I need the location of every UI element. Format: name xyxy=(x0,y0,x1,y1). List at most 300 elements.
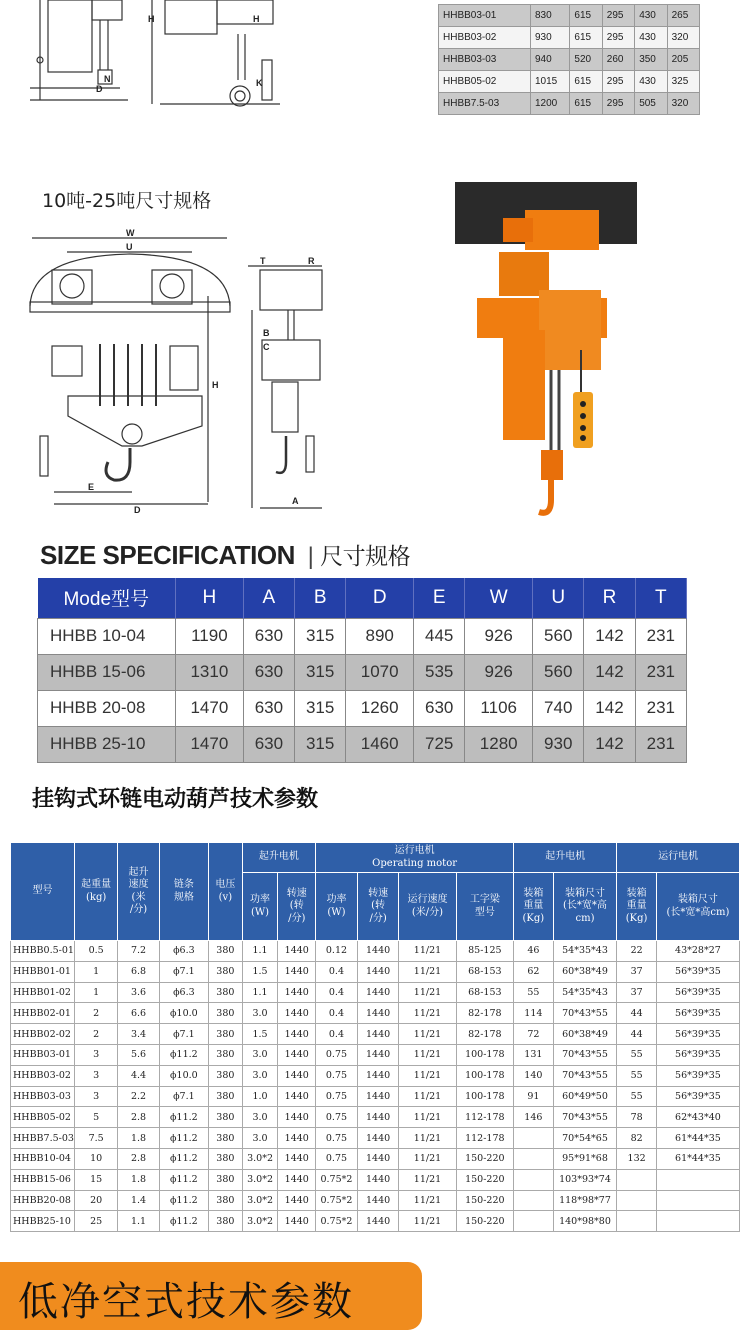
value-cell: 142 xyxy=(584,618,635,654)
value-cell: 85-125 xyxy=(456,941,514,962)
value-cell: 6.6 xyxy=(118,1003,159,1024)
value-cell: 0.75 xyxy=(316,1086,358,1107)
value-cell: 1440 xyxy=(278,1169,316,1190)
model-cell: HHBB03-01 xyxy=(11,1044,75,1065)
dim-d-label: D xyxy=(96,84,103,94)
value-cell: 70*43*55 xyxy=(553,1044,617,1065)
value-cell: 5.6 xyxy=(118,1044,159,1065)
value-cell: 615 xyxy=(570,93,602,115)
value-cell: 1440 xyxy=(278,1003,316,1024)
value-cell: 3 xyxy=(74,1086,117,1107)
value-cell: 295 xyxy=(602,27,634,49)
table-row xyxy=(11,1128,740,1149)
value-cell: 1440 xyxy=(278,941,316,962)
value-cell: 380 xyxy=(209,1169,243,1190)
th-capacity: 起重量 (kg) xyxy=(74,843,117,941)
table-row xyxy=(11,1169,740,1190)
value-cell: 380 xyxy=(209,941,243,962)
top-drawing xyxy=(0,0,300,112)
column-header: E xyxy=(414,578,465,618)
model-cell: HHBB01-01 xyxy=(11,961,75,982)
value-cell: 56*39*35 xyxy=(656,961,739,982)
value-cell: 1440 xyxy=(278,1211,316,1232)
value-cell: 930 xyxy=(533,726,584,762)
value-cell: 231 xyxy=(635,654,686,690)
value-cell: 140*98*80 xyxy=(553,1211,617,1232)
value-cell: 61*44*35 xyxy=(656,1148,739,1169)
value-cell: 1440 xyxy=(357,1190,399,1211)
model-cell: HHBB01-02 xyxy=(11,982,75,1003)
value-cell: 11/21 xyxy=(399,941,456,962)
value-cell: 11/21 xyxy=(399,1044,456,1065)
value-cell: 430 xyxy=(635,27,667,49)
value-cell: 295 xyxy=(602,93,634,115)
value-cell: 260 xyxy=(602,49,634,71)
value-cell xyxy=(656,1211,739,1232)
th-travel-speed: 运行速度 (米/分) xyxy=(399,873,456,941)
value-cell: 926 xyxy=(465,654,533,690)
tech-params-table xyxy=(10,842,740,1232)
value-cell: 3 xyxy=(74,1044,117,1065)
value-cell: 380 xyxy=(209,1148,243,1169)
value-cell: 380 xyxy=(209,1065,243,1086)
value-cell xyxy=(514,1148,554,1169)
table-row xyxy=(38,618,687,654)
value-cell: 505 xyxy=(635,93,667,115)
value-cell: 1440 xyxy=(278,1024,316,1045)
tech-params-heading: 挂钩式环链电动葫芦技术参数 xyxy=(32,787,319,812)
value-cell: 62 xyxy=(514,961,554,982)
value-cell: 380 xyxy=(209,1003,243,1024)
table-row xyxy=(439,49,700,71)
value-cell: 1440 xyxy=(357,1065,399,1086)
value-cell xyxy=(514,1211,554,1232)
value-cell: 0.75 xyxy=(316,1107,358,1128)
value-cell: 61*44*35 xyxy=(656,1128,739,1149)
value-cell: 10 xyxy=(74,1148,117,1169)
value-cell: 54*35*43 xyxy=(553,982,617,1003)
value-cell: ϕ11.2 xyxy=(159,1211,208,1232)
value-cell: 68-153 xyxy=(456,982,514,1003)
value-cell: 560 xyxy=(533,654,584,690)
value-cell: 1440 xyxy=(357,1024,399,1045)
value-cell: 445 xyxy=(414,618,465,654)
value-cell: 1440 xyxy=(278,1065,316,1086)
value-cell: 615 xyxy=(570,71,602,93)
value-cell: 1.1 xyxy=(242,982,278,1003)
value-cell: 7.2 xyxy=(118,941,159,962)
dim-b-label: B xyxy=(263,328,270,338)
column-header: Mode型号 xyxy=(38,578,176,618)
table-row xyxy=(11,1044,740,1065)
value-cell: 940 xyxy=(531,49,570,71)
value-cell: 1470 xyxy=(176,726,244,762)
value-cell: 82-178 xyxy=(456,1003,514,1024)
hoist-photo xyxy=(455,180,637,525)
value-cell: 2.8 xyxy=(118,1107,159,1128)
dim-a-label: A xyxy=(292,496,299,506)
value-cell: 0.12 xyxy=(316,941,358,962)
table-row xyxy=(439,93,700,115)
model-cell: HHBB03-02 xyxy=(439,27,531,49)
value-cell: 56*39*35 xyxy=(656,1086,739,1107)
value-cell: ϕ7.1 xyxy=(159,961,208,982)
column-header: R xyxy=(584,578,635,618)
model-cell: HHBB 15-06 xyxy=(38,654,176,690)
dim-k-label: K xyxy=(256,78,263,88)
value-cell: 0.75*2 xyxy=(316,1190,358,1211)
value-cell: 146 xyxy=(514,1107,554,1128)
table-row xyxy=(11,1003,740,1024)
value-cell: 1440 xyxy=(278,961,316,982)
value-cell: 1.0 xyxy=(242,1086,278,1107)
value-cell: 1106 xyxy=(465,690,533,726)
value-cell: 1440 xyxy=(357,1107,399,1128)
top-spec-table xyxy=(438,4,700,115)
value-cell: 140 xyxy=(514,1065,554,1086)
value-cell: 142 xyxy=(584,654,635,690)
value-cell: 1440 xyxy=(278,1148,316,1169)
value-cell: 78 xyxy=(617,1107,657,1128)
value-cell: 3.0 xyxy=(242,1003,278,1024)
value-cell: 7.5 xyxy=(74,1128,117,1149)
th-lift-pack: 起升电机 xyxy=(514,843,617,873)
value-cell: 380 xyxy=(209,961,243,982)
value-cell: ϕ10.0 xyxy=(159,1003,208,1024)
value-cell: 3.0 xyxy=(242,1065,278,1086)
value-cell: 114 xyxy=(514,1003,554,1024)
value-cell: 740 xyxy=(533,690,584,726)
value-cell: 55 xyxy=(514,982,554,1003)
model-cell: HHBB03-01 xyxy=(439,5,531,27)
value-cell: 150-220 xyxy=(456,1190,514,1211)
column-header: A xyxy=(243,578,294,618)
value-cell: 1440 xyxy=(278,1044,316,1065)
banner-text: 低净空式技术参数 xyxy=(18,1279,354,1325)
model-cell: HHBB03-03 xyxy=(11,1086,75,1107)
value-cell: 150-220 xyxy=(456,1211,514,1232)
value-cell: 2 xyxy=(74,1024,117,1045)
value-cell: 1470 xyxy=(176,690,244,726)
value-cell: 380 xyxy=(209,1211,243,1232)
model-cell: HHBB20-08 xyxy=(11,1190,75,1211)
value-cell: 1 xyxy=(74,961,117,982)
model-cell: HHBB02-02 xyxy=(11,1024,75,1045)
model-cell: HHBB03-03 xyxy=(439,49,531,71)
value-cell: 2.8 xyxy=(118,1148,159,1169)
value-cell: 630 xyxy=(243,726,294,762)
value-cell: 100-178 xyxy=(456,1086,514,1107)
th-model: 型号 xyxy=(11,843,75,941)
value-cell: 0.4 xyxy=(316,961,358,982)
table-row xyxy=(11,1065,740,1086)
value-cell: 11/21 xyxy=(399,1169,456,1190)
spec-title-cn: 尺寸规格 xyxy=(320,544,411,570)
value-cell: 350 xyxy=(635,49,667,71)
value-cell: 3.0 xyxy=(242,1044,278,1065)
value-cell: 231 xyxy=(635,726,686,762)
dim-e-label: E xyxy=(88,482,95,492)
value-cell: 4.4 xyxy=(118,1065,159,1086)
dim-r-label: R xyxy=(308,256,315,266)
th-pack-size: 装箱尺寸 (长*宽*高 cm) xyxy=(553,873,617,941)
value-cell: 118*98*77 xyxy=(553,1190,617,1211)
value-cell: 56*39*35 xyxy=(656,982,739,1003)
table-row xyxy=(439,5,700,27)
value-cell: 3.6 xyxy=(118,982,159,1003)
value-cell: 1440 xyxy=(278,1128,316,1149)
value-cell xyxy=(514,1190,554,1211)
value-cell: 315 xyxy=(295,690,346,726)
table-row xyxy=(11,1190,740,1211)
value-cell: 890 xyxy=(346,618,414,654)
value-cell: 430 xyxy=(635,5,667,27)
table-row xyxy=(11,1148,740,1169)
value-cell: 0.75 xyxy=(316,1065,358,1086)
value-cell: 231 xyxy=(635,618,686,654)
dim-d-label-bottom: D xyxy=(134,505,141,515)
value-cell: 70*43*55 xyxy=(553,1003,617,1024)
model-cell: HHBB 20-08 xyxy=(38,690,176,726)
value-cell: 320 xyxy=(667,93,699,115)
value-cell: 11/21 xyxy=(399,1148,456,1169)
value-cell: 72 xyxy=(514,1024,554,1045)
value-cell: 70*43*55 xyxy=(553,1065,617,1086)
value-cell: ϕ6.3 xyxy=(159,982,208,1003)
dim-u-label: U xyxy=(126,242,133,252)
value-cell: 100-178 xyxy=(456,1044,514,1065)
th-rpm: 转速 (转 /分) xyxy=(278,873,316,941)
value-cell: 315 xyxy=(295,654,346,690)
value-cell: 1440 xyxy=(278,1107,316,1128)
value-cell: 25 xyxy=(74,1211,117,1232)
value-cell: ϕ7.1 xyxy=(159,1024,208,1045)
table-row xyxy=(11,1024,740,1045)
value-cell: 1440 xyxy=(357,1086,399,1107)
section-caption: 10吨-25吨尺寸规格 xyxy=(42,190,212,212)
value-cell: 1440 xyxy=(278,1086,316,1107)
value-cell: 43*28*27 xyxy=(656,941,739,962)
value-cell: 325 xyxy=(667,71,699,93)
dim-h-label: H xyxy=(212,380,219,390)
value-cell: 205 xyxy=(667,49,699,71)
value-cell: 0.4 xyxy=(316,1024,358,1045)
model-cell: HHBB0.5-01 xyxy=(11,941,75,962)
value-cell: 0.4 xyxy=(316,982,358,1003)
value-cell: 231 xyxy=(635,690,686,726)
table-row xyxy=(11,941,740,962)
value-cell: 1440 xyxy=(357,1044,399,1065)
value-cell: 1440 xyxy=(357,1003,399,1024)
value-cell: 2.2 xyxy=(118,1086,159,1107)
value-cell: 56*39*35 xyxy=(656,1044,739,1065)
value-cell: 1.1 xyxy=(118,1211,159,1232)
value-cell: 55 xyxy=(617,1065,657,1086)
value-cell: ϕ11.2 xyxy=(159,1128,208,1149)
value-cell: 615 xyxy=(570,27,602,49)
value-cell: 295 xyxy=(602,5,634,27)
value-cell: 0.5 xyxy=(74,941,117,962)
value-cell: 55 xyxy=(617,1044,657,1065)
value-cell: 3.4 xyxy=(118,1024,159,1045)
value-cell: 56*39*35 xyxy=(656,1024,739,1045)
value-cell: 560 xyxy=(533,618,584,654)
value-cell: 1440 xyxy=(357,1169,399,1190)
value-cell: 11/21 xyxy=(399,982,456,1003)
value-cell: 295 xyxy=(602,71,634,93)
value-cell: 62*43*40 xyxy=(656,1107,739,1128)
value-cell: 150-220 xyxy=(456,1169,514,1190)
value-cell: 315 xyxy=(295,618,346,654)
column-header: U xyxy=(533,578,584,618)
value-cell: 11/21 xyxy=(399,1211,456,1232)
low-headroom-banner xyxy=(0,1262,422,1330)
value-cell: 150-220 xyxy=(456,1148,514,1169)
th-lift-motor: 起升电机 xyxy=(242,843,315,873)
value-cell: 1.8 xyxy=(118,1169,159,1190)
value-cell xyxy=(656,1190,739,1211)
value-cell: 380 xyxy=(209,1044,243,1065)
value-cell: 1440 xyxy=(278,982,316,1003)
value-cell: 0.75*2 xyxy=(316,1169,358,1190)
value-cell: 630 xyxy=(243,618,294,654)
value-cell: 2 xyxy=(74,1003,117,1024)
value-cell: 103*93*74 xyxy=(553,1169,617,1190)
value-cell: 22 xyxy=(617,941,657,962)
value-cell xyxy=(617,1190,657,1211)
value-cell: 5 xyxy=(74,1107,117,1128)
value-cell: 11/21 xyxy=(399,1086,456,1107)
value-cell: ϕ11.2 xyxy=(159,1190,208,1211)
value-cell: 1310 xyxy=(176,654,244,690)
value-cell: 1070 xyxy=(346,654,414,690)
value-cell: 380 xyxy=(209,982,243,1003)
value-cell: 1260 xyxy=(346,690,414,726)
spec-title-en: SIZE SPECIFICATION xyxy=(40,540,295,570)
th-travel-power: 功率 (W) xyxy=(316,873,358,941)
value-cell: 380 xyxy=(209,1086,243,1107)
value-cell: 630 xyxy=(243,690,294,726)
value-cell: 320 xyxy=(667,27,699,49)
value-cell: 11/21 xyxy=(399,1024,456,1045)
table-row xyxy=(439,71,700,93)
th-pack-size-2: 装箱尺寸 (长*宽*高cm) xyxy=(656,873,739,941)
value-cell: 100-178 xyxy=(456,1065,514,1086)
value-cell: 68-153 xyxy=(456,961,514,982)
value-cell: 82 xyxy=(617,1128,657,1149)
table-row xyxy=(11,1211,740,1232)
dim-c-label: C xyxy=(263,342,270,352)
value-cell: 95*91*68 xyxy=(553,1148,617,1169)
value-cell: 1.4 xyxy=(118,1190,159,1211)
value-cell: 91 xyxy=(514,1086,554,1107)
table-row xyxy=(38,726,687,762)
value-cell: 56*39*35 xyxy=(656,1065,739,1086)
value-cell: 15 xyxy=(74,1169,117,1190)
column-header: H xyxy=(176,578,244,618)
th-travel-motor xyxy=(316,843,514,873)
dim-n-label: N xyxy=(104,74,111,84)
table-row xyxy=(11,1107,740,1128)
value-cell: ϕ11.2 xyxy=(159,1044,208,1065)
value-cell: 1.8 xyxy=(118,1128,159,1149)
value-cell: 11/21 xyxy=(399,1107,456,1128)
value-cell: 1.5 xyxy=(242,1024,278,1045)
value-cell: 1440 xyxy=(357,1128,399,1149)
value-cell: 142 xyxy=(584,726,635,762)
value-cell: 630 xyxy=(414,690,465,726)
value-cell: 70*43*55 xyxy=(553,1107,617,1128)
table-row xyxy=(439,27,700,49)
value-cell: 520 xyxy=(570,49,602,71)
value-cell: 11/21 xyxy=(399,961,456,982)
value-cell: 380 xyxy=(209,1107,243,1128)
th-travel-pack: 运行电机 xyxy=(617,843,740,873)
value-cell xyxy=(656,1169,739,1190)
model-cell: HHBB 10-04 xyxy=(38,618,176,654)
model-cell: HHBB7.5-03 xyxy=(439,93,531,115)
th-voltage: 电压 (v) xyxy=(209,843,243,941)
value-cell: 60*38*49 xyxy=(553,961,617,982)
value-cell: 56*39*35 xyxy=(656,1003,739,1024)
value-cell: 11/21 xyxy=(399,1065,456,1086)
value-cell: ϕ10.0 xyxy=(159,1065,208,1086)
model-cell: HHBB 25-10 xyxy=(38,726,176,762)
table-row xyxy=(11,1086,740,1107)
table-row xyxy=(11,982,740,1003)
value-cell: 1440 xyxy=(357,1211,399,1232)
value-cell xyxy=(514,1169,554,1190)
value-cell: 1 xyxy=(74,982,117,1003)
value-cell: 315 xyxy=(295,726,346,762)
value-cell: 1190 xyxy=(176,618,244,654)
value-cell: 0.4 xyxy=(316,1003,358,1024)
value-cell: 0.75 xyxy=(316,1128,358,1149)
model-cell: HHBB05-02 xyxy=(439,71,531,93)
value-cell: 380 xyxy=(209,1190,243,1211)
value-cell: 630 xyxy=(243,654,294,690)
th-power: 功率 (W) xyxy=(242,873,278,941)
th-travel-motor-cn: 运行电机 xyxy=(394,845,435,856)
value-cell: 380 xyxy=(209,1024,243,1045)
value-cell: 11/21 xyxy=(399,1190,456,1211)
table-row xyxy=(38,690,687,726)
th-chain: 链条 规格 xyxy=(159,843,208,941)
model-cell: HHBB02-01 xyxy=(11,1003,75,1024)
value-cell: 1440 xyxy=(357,982,399,1003)
value-cell: 3.0*2 xyxy=(242,1169,278,1190)
value-cell xyxy=(617,1169,657,1190)
value-cell: 380 xyxy=(209,1128,243,1149)
dimension-drawing xyxy=(22,226,342,516)
column-header: W xyxy=(465,578,533,618)
value-cell: 3 xyxy=(74,1065,117,1086)
value-cell: 6.8 xyxy=(118,961,159,982)
dim-t-label: T xyxy=(260,256,266,266)
value-cell: 0.75*2 xyxy=(316,1211,358,1232)
value-cell: 55 xyxy=(617,1086,657,1107)
dim-h-label-right: H xyxy=(253,14,260,24)
spec-title xyxy=(40,538,410,571)
value-cell: 37 xyxy=(617,961,657,982)
model-cell: HHBB15-06 xyxy=(11,1169,75,1190)
value-cell: 1200 xyxy=(531,93,570,115)
value-cell: ϕ7.1 xyxy=(159,1086,208,1107)
column-header: T xyxy=(635,578,686,618)
value-cell: 44 xyxy=(617,1003,657,1024)
value-cell: 3.0 xyxy=(242,1107,278,1128)
size-spec-table xyxy=(37,578,687,763)
